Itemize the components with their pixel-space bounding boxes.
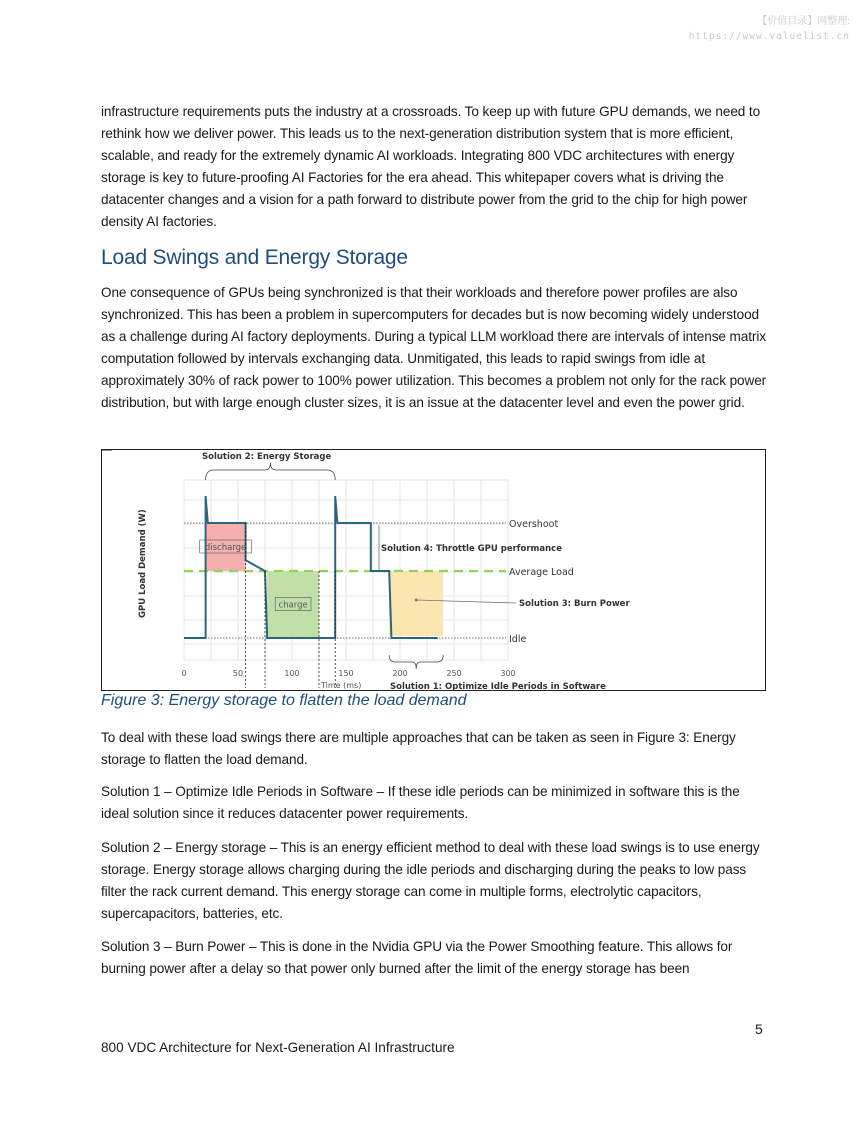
region-label-charge: charge [278,600,308,611]
x-tick-label: 200 [392,669,408,678]
solution3-dot [415,599,418,602]
intro-paragraph: infrastructure requirements puts the industry at a crossroads. To keep up with future GPU demands, we need to rethink how we deliver power. This leads us to the next-generation distribution system that is more efficient, scalable, and ready for the extremely dynamic AI workloads. Integrating 800 VDC architectures with energy storage is key to future-proofing AI Factories for the era ahead. This whitepaper covers what is driving the datacenter changes and a vision for a path forward to distribute power from the grid to the chip for high power density AI factories. [101,104,761,229]
paragraph-after-figure: To deal with these load swings there are multiple approaches that can be taken as seen in Figure 3: Energy storage to flatten the load demand. [101,730,736,767]
x-tick-label: 250 [446,669,462,678]
solution1-paragraph: Solution 1 – Optimize Idle Periods in Software – If these idle periods can be minimized in software this is the ideal solution since it reduces datacenter power requirements. [101,784,740,821]
page-number: 5 [755,1021,763,1037]
page-footer: 800 VDC Architecture for Next-Generation AI Infrastructure [101,1040,455,1055]
x-axis-label: Time (ms) [321,681,362,690]
solution2-label: Solution 2: Energy Storage [202,452,332,462]
section-paragraph: One consequence of GPUs being synchronized is that their workloads and therefore power profiles are also synchronized. This has been a problem in supercomputers for decades but is now becoming widely understood as a challenge during AI factory deployments. During a typical LLM workload there are intervals of intense matrix computation followed by intervals exchanging data. Unmitigated, this leads to rapid swings from idle at approximately 30% of rack power to 100% power utilization. This becomes a problem not only for the rack power distribution, but with large enough cluster sizes, it is an issue at the datacenter level and even the power grid. [101,285,767,410]
figure-caption: Figure 3: Energy storage to flatten the load demand [101,692,467,709]
section-heading: Load Swings and Energy Storage [101,246,408,269]
watermark [689,14,850,44]
x-tick-label: 50 [232,669,244,678]
solution4-label: Solution 4: Throttle GPU performance [381,544,562,554]
x-tick-label: 150 [338,669,354,678]
figure-energy-storage [101,449,766,691]
region-burn-power [389,571,443,636]
solution1-label: Solution 1: Optimize Idle Periods in Software [390,682,606,690]
level-label-overshoot: Overshoot [509,519,559,530]
y-axis-label: GPU Load Demand (W) [138,509,148,618]
x-tick-label: 0 [181,669,187,678]
load-demand-chart [102,450,765,690]
region-label-discharge: discharge [204,543,247,553]
solution3-paragraph: Solution 3 – Burn Power – This is done in the Nvidia GPU via the Power Smoothing feature. This allows for burning power after a delay so that power only burned after the limit of the energy storage has been [101,939,733,976]
x-tick-label: 100 [284,669,300,678]
watermark-url: https://www.valuelist.cn [688,31,850,42]
level-label-idle: Idle [509,634,527,645]
level-label-average: Average Load [509,567,574,578]
watermark-title: 【价值目录】网整理: [757,16,850,27]
solution2-paragraph: Solution 2 – Energy storage – This is an energy efficient method to deal with these load swings is to use energy storage. Energy storage allows charging during the idle periods and discharging during the peaks to low pass filter the rack current demand. This energy storage can come in multiple forms, electrolytic capacitors, supercapacitors, batteries, etc. [101,840,760,921]
x-tick-label: 300 [500,669,516,678]
solution2-brace [206,463,336,480]
solution3-label: Solution 3: Burn Power [519,599,630,609]
